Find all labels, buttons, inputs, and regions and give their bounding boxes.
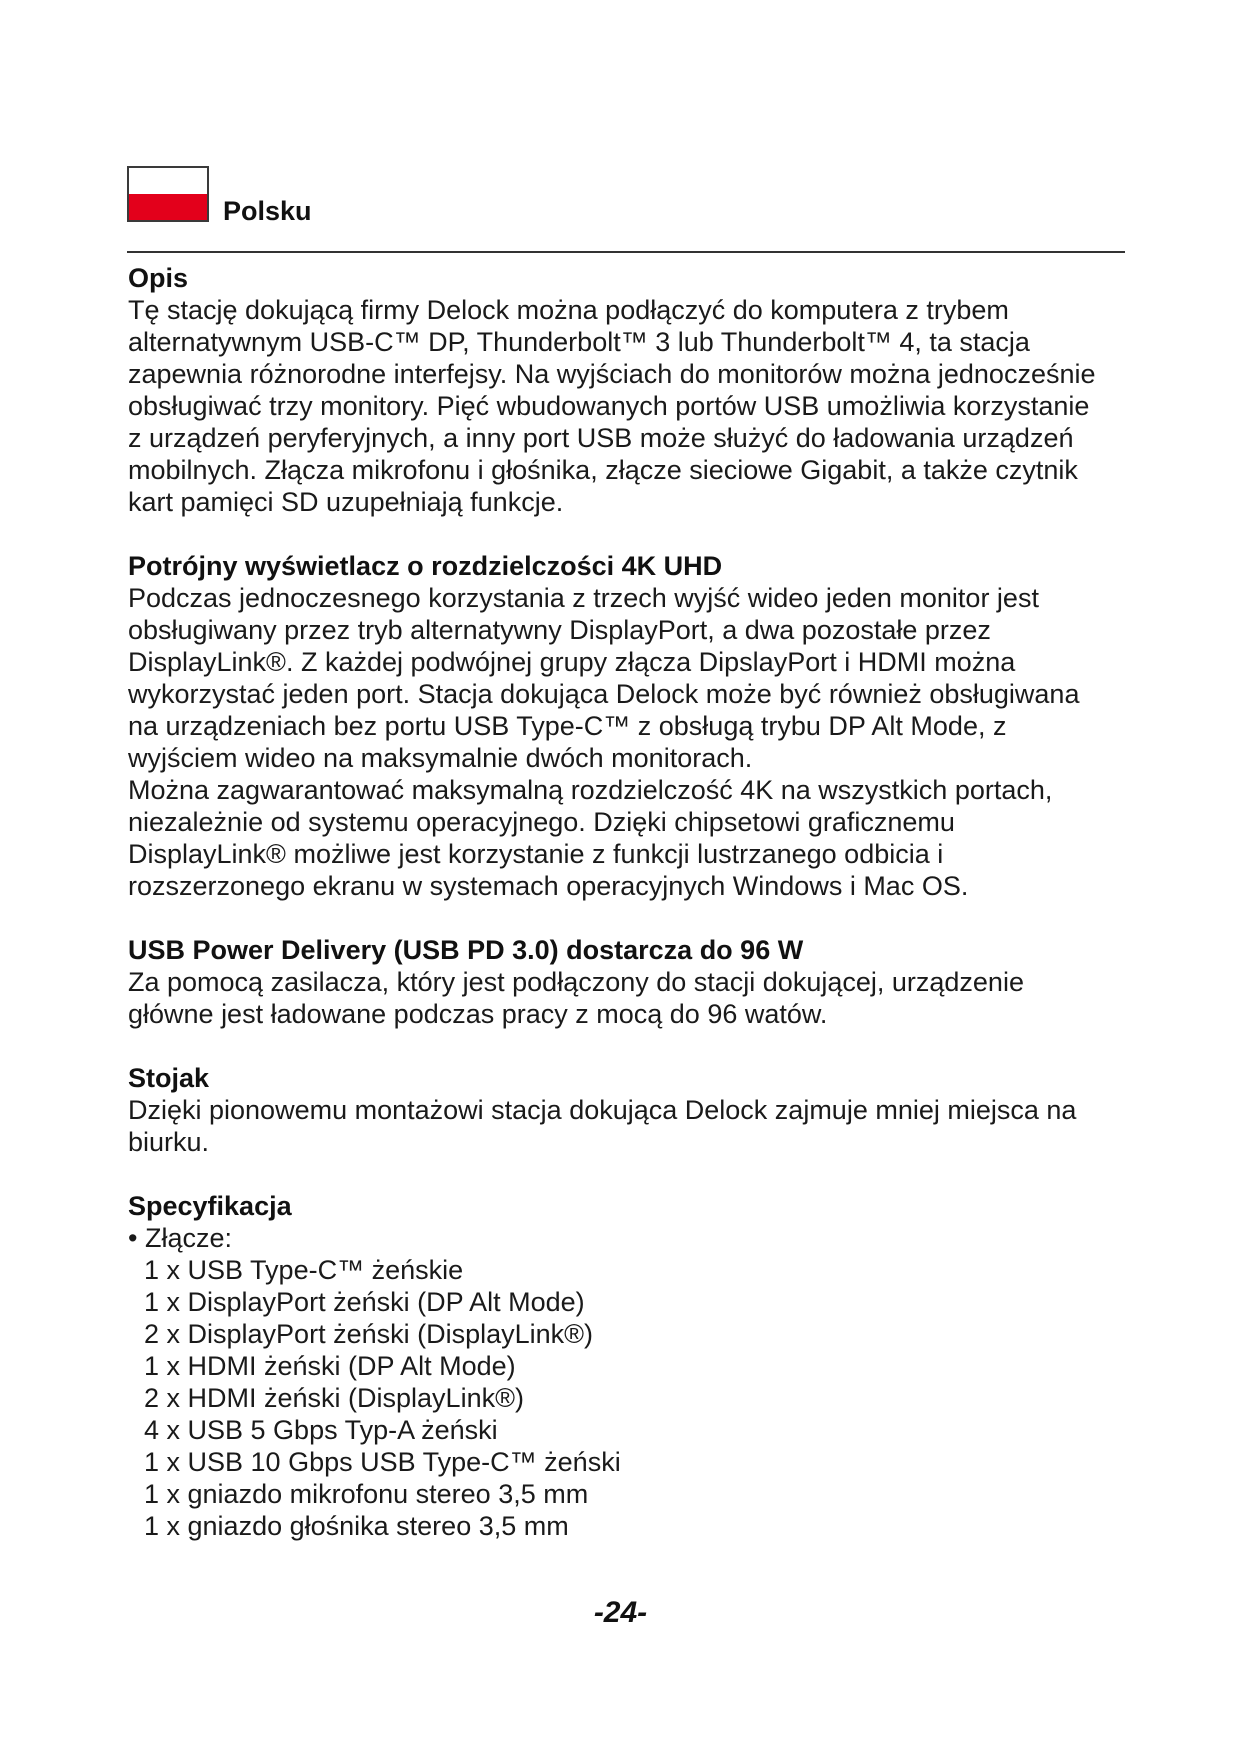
page-header [127,166,1125,254]
document-body [128,262,1128,1574]
paragraph-line: Dzięki pionowemu montażowi stacja dokująca Delock zajmuje mniej miejsca na [128,1095,1077,1125]
paragraph-line: wykorzystać jeden port. Stacja dokująca Delock może być również obsługiwana [128,679,1080,709]
paragraph-line: alternatywnym USB-C™ DP, Thunderbolt™ 3 lub Thunderbolt™ 4, ta stacja [128,327,1030,357]
list-item: 2 x DisplayPort żeński (DisplayLink®) [144,1319,594,1349]
connector-bullet-label: • Złącze: [128,1223,232,1253]
flag-white-band [129,168,207,194]
paragraph-line: zapewnia różnorodne interfejsy. Na wyjściach do monitorów można jednocześnie [128,359,1096,389]
poland-flag-icon [127,166,209,222]
section-triple-display [128,550,1128,902]
page-number: -24- [593,1596,648,1629]
connector-list [128,1254,1128,1542]
paragraph-line: biurku. [128,1127,210,1157]
paragraph-line: wyjściem wideo na maksymalnie dwóch monitorach. [128,743,753,773]
list-item: 4 x USB 5 Gbps Typ-A żeński [144,1415,498,1445]
section-stand [128,1062,1128,1158]
paragraph-line: DisplayLink® możliwe jest korzystanie z funkcji lustrzanego odbicia i [128,839,944,869]
paragraph-line: Tę stację dokującą firmy Delock można podłączyć do komputera z trybem [128,295,1009,325]
list-item: 1 x USB 10 Gbps USB Type-C™ żeński [144,1447,621,1477]
paragraph-line: Za pomocą zasilacza, który jest podłączony do stacji dokującej, urządzenie [128,967,1024,997]
section-specification [128,1190,1128,1542]
paragraph-line: Można zagwarantować maksymalną rozdzielczość 4K na wszystkich portach, [128,775,1053,805]
paragraph-line: Podczas jednoczesnego korzystania z trzech wyjść wideo jeden monitor jest [128,583,1039,613]
list-item: 1 x DisplayPort żeński (DP Alt Mode) [144,1287,585,1317]
section-opis [128,262,1128,518]
section-heading: Opis [128,263,189,293]
flag-red-band [129,194,207,220]
paragraph-line: na urządzeniach bez portu USB Type-C™ z obsługą trybu DP Alt Mode, z [128,711,1007,741]
paragraph-line: obsługiwany przez tryb alternatywny DisplayPort, a dwa pozostałe przez [128,615,991,645]
paragraph-line: obsługiwać trzy monitory. Pięć wbudowanych portów USB umożliwia korzystanie [128,391,1090,421]
paragraph-line: rozszerzonego ekranu w systemach operacyjnych Windows i Mac OS. [128,871,969,901]
list-item: 1 x HDMI żeński (DP Alt Mode) [144,1351,516,1381]
section-heading: USB Power Delivery (USB PD 3.0) dostarcza do 96 W [128,935,804,965]
paragraph-line: z urządzeń peryferyjnych, a inny port USB może służyć do ładowania urządzeń [128,423,1074,453]
paragraph-line: niezależnie od systemu operacyjnego. Dzięki chipsetowi graficznemu [128,807,955,837]
list-item: 1 x gniazdo głośnika stereo 3,5 mm [144,1511,569,1541]
header-divider [127,251,1125,253]
paragraph-line: kart pamięci SD uzupełniają funkcje. [128,487,564,517]
paragraph-line: mobilnych. Złącza mikrofonu i głośnika, złącze sieciowe Gigabit, a także czytnik [128,455,1078,485]
paragraph-line: główne jest ładowane podczas pracy z mocą do 96 watów. [128,999,828,1029]
section-heading: Potrójny wyświetlacz o rozdzielczości 4K UHD [128,551,723,581]
section-heading: Stojak [128,1063,210,1093]
list-item: 1 x gniazdo mikrofonu stereo 3,5 mm [144,1479,589,1509]
section-power-delivery [128,934,1128,1030]
paragraph-line: DisplayLink®. Z każdej podwójnej grupy złącza DipslayPort i HDMI można [128,647,1016,677]
language-label: Polsku [223,196,312,226]
section-heading: Specyfikacja [128,1191,292,1221]
list-item: 2 x HDMI żeński (DisplayLink®) [144,1383,524,1413]
list-item: 1 x USB Type-C™ żeńskie [144,1255,464,1285]
